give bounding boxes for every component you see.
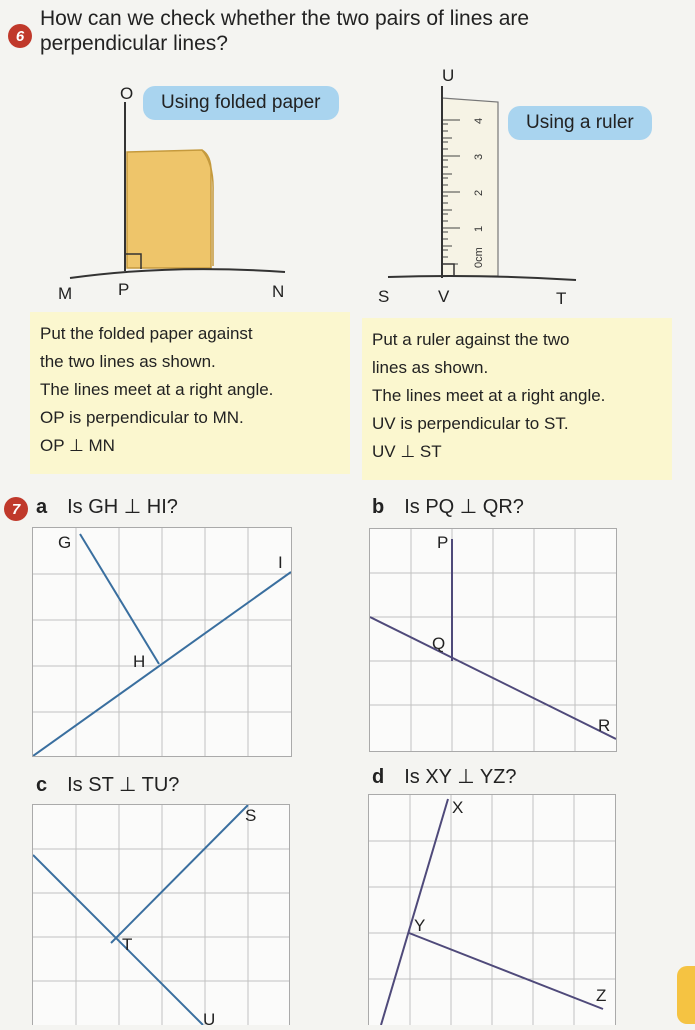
point-r: R <box>598 716 611 735</box>
grid-c <box>32 804 290 1025</box>
ruler-scale-2: 2 <box>473 189 485 196</box>
grid-c-svg <box>33 805 289 1025</box>
ruler-body <box>442 98 498 276</box>
line-mn <box>70 269 285 278</box>
folded-paper-explanation: Put the folded paper against the two lines as shown. The lines meet at a right angle. OP is perpendicular to MN. OP ⊥ MN <box>30 312 350 474</box>
point-q: Q <box>432 634 446 653</box>
point-z: Z <box>596 986 607 1005</box>
grid-d <box>368 794 616 1025</box>
ruler-scale-4: 4 <box>473 117 485 124</box>
label-m: M <box>58 284 73 303</box>
ruler-scale-3: 3 <box>473 153 485 160</box>
label-n: N <box>272 282 285 301</box>
ruler-pill: Using a ruler <box>508 106 652 140</box>
point-i: I <box>278 553 283 572</box>
grid-b-svg <box>370 529 616 751</box>
grid-d-svg <box>369 795 615 1025</box>
line-st <box>388 276 576 280</box>
line-tu <box>33 855 203 1025</box>
label-v: V <box>438 287 450 306</box>
line-st-c <box>111 805 248 943</box>
ruler-scale-0: 0cm <box>473 247 485 268</box>
ruler-diagram <box>380 84 580 294</box>
point-g: G <box>58 533 72 552</box>
question-number-badge: 6 <box>8 24 32 48</box>
ruler-explanation: Put a ruler against the two lines as shown. The lines meet at a right angle. UV is perpendicular to ST. UV ⊥ ST <box>362 318 672 480</box>
label-s: S <box>378 287 390 306</box>
page-side-tab <box>677 966 695 1024</box>
point-u: U <box>203 1010 216 1029</box>
label-t: T <box>556 289 567 308</box>
question-6-text: How can we check whether the two pairs of lines are perpendicular lines? <box>40 7 530 55</box>
point-t: T <box>122 935 133 954</box>
q7c-heading: c Is ST ⊥ TU? <box>36 774 180 796</box>
grid-a-svg <box>33 528 291 756</box>
grid-a <box>32 527 292 757</box>
label-o: O <box>120 84 134 103</box>
point-x: X <box>452 798 464 817</box>
q7b-heading: b Is PQ ⊥ QR? <box>372 496 524 518</box>
folded-paper-pill: Using folded paper <box>143 86 339 120</box>
label-u: U <box>442 66 455 85</box>
line-xy <box>381 799 448 1025</box>
point-y: Y <box>414 916 426 935</box>
question-7-badge: 7 <box>4 497 28 521</box>
q7a-heading: a Is GH ⊥ HI? <box>36 496 178 518</box>
label-p: P <box>118 280 130 299</box>
q7d-heading: d Is XY ⊥ YZ? <box>372 766 517 788</box>
folded-paper-shape <box>127 150 211 268</box>
point-p: P <box>437 533 449 552</box>
folded-paper-diagram <box>30 80 330 300</box>
grid-b <box>369 528 617 752</box>
point-s: S <box>245 806 257 825</box>
point-h: H <box>133 652 146 671</box>
ruler-scale-1: 1 <box>473 225 485 232</box>
